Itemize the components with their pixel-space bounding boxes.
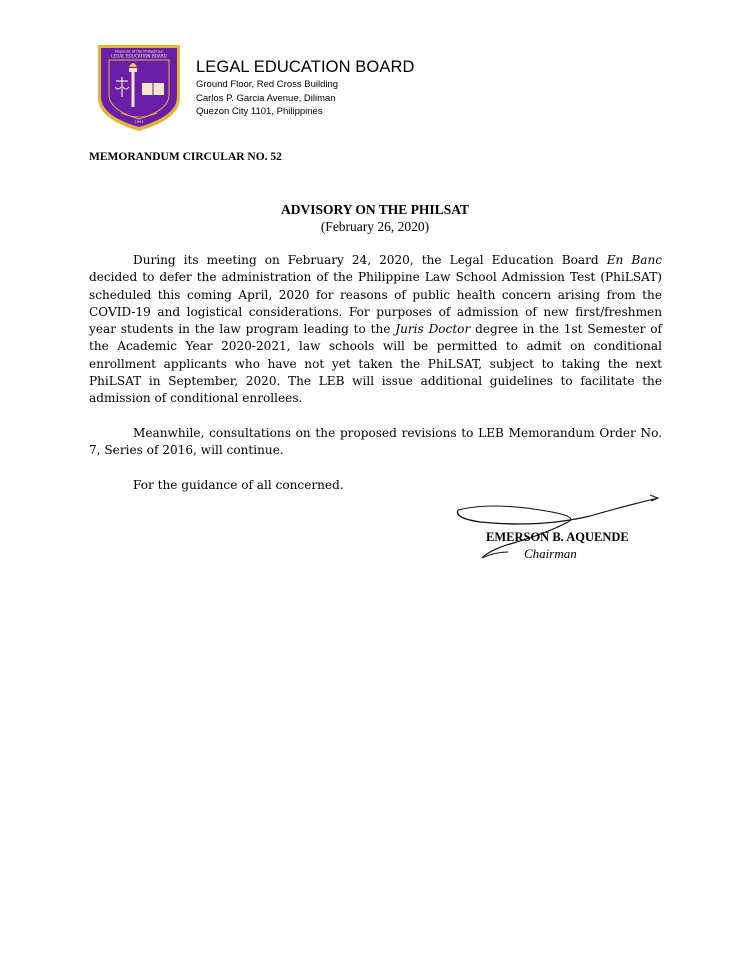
paragraph-3: For the guidance of all concerned.: [133, 478, 344, 493]
signatory-block: [486, 529, 629, 562]
document-date: (February 26, 2020): [320, 219, 430, 234]
paragraph-2: Meanwhile, consultations on the proposed revisions to LEB Memorandum Order No. 7, Series of 2016, will continue.: [89, 426, 662, 458]
signatory-title: Chairman: [524, 546, 577, 561]
seal-year: 1993: [134, 120, 144, 124]
title-block: [0, 201, 750, 235]
address-line-1: Ground Floor, Red Cross Building: [196, 79, 339, 90]
seal-text-top: Republic of the Philippines: [115, 49, 163, 54]
memo-number: MEMORANDUM CIRCULAR NO. 52: [89, 151, 282, 163]
org-name: LEGAL EDUCATION BOARD: [196, 58, 415, 76]
document-title: ADVISORY ON THE PHILSAT: [281, 202, 469, 217]
paragraph-1-part-e: degree in the 1st Semester of the Academic Year 2020-2021, law schools will be permitted to admit on conditional enrollment applicants who have not yet taken the PhiLSAT, subject to taking the next PhiLSAT in September, 2020. The LEB will issue additional guidelines to facilitate the admission of conditional enrollees.: [89, 322, 662, 406]
address-line-3: Quezon City 1101, Philippines: [196, 106, 323, 117]
memo-body: [89, 252, 662, 495]
paragraph-1: [89, 252, 662, 408]
address-line-2: Carlos P. Garcia Avenue, Diliman: [196, 92, 336, 104]
signatory-name: EMERSON B. AQUENDE: [486, 530, 629, 544]
paragraph-1-part-a: During its meeting on February 24, 2020, the Legal Education Board: [133, 253, 607, 267]
seal-text-name: LEGAL EDUCATION BOARD: [111, 53, 167, 59]
letterhead-text: [196, 56, 414, 119]
leb-seal-logo: [96, 43, 182, 133]
en-banc-term: En Banc: [606, 253, 663, 267]
paragraph-1-part-c: decided to defer the administration of the Philippine Law School Admission Test (PhiLSAT) scheduled this coming April, 2020 for reasons of public health concern arising from the COVID-19 and logistical considerations. For purposes of admission of new first/freshmen year students in the law program leading to the: [89, 270, 662, 337]
juris-doctor-term: Juris Doctor: [395, 322, 471, 337]
